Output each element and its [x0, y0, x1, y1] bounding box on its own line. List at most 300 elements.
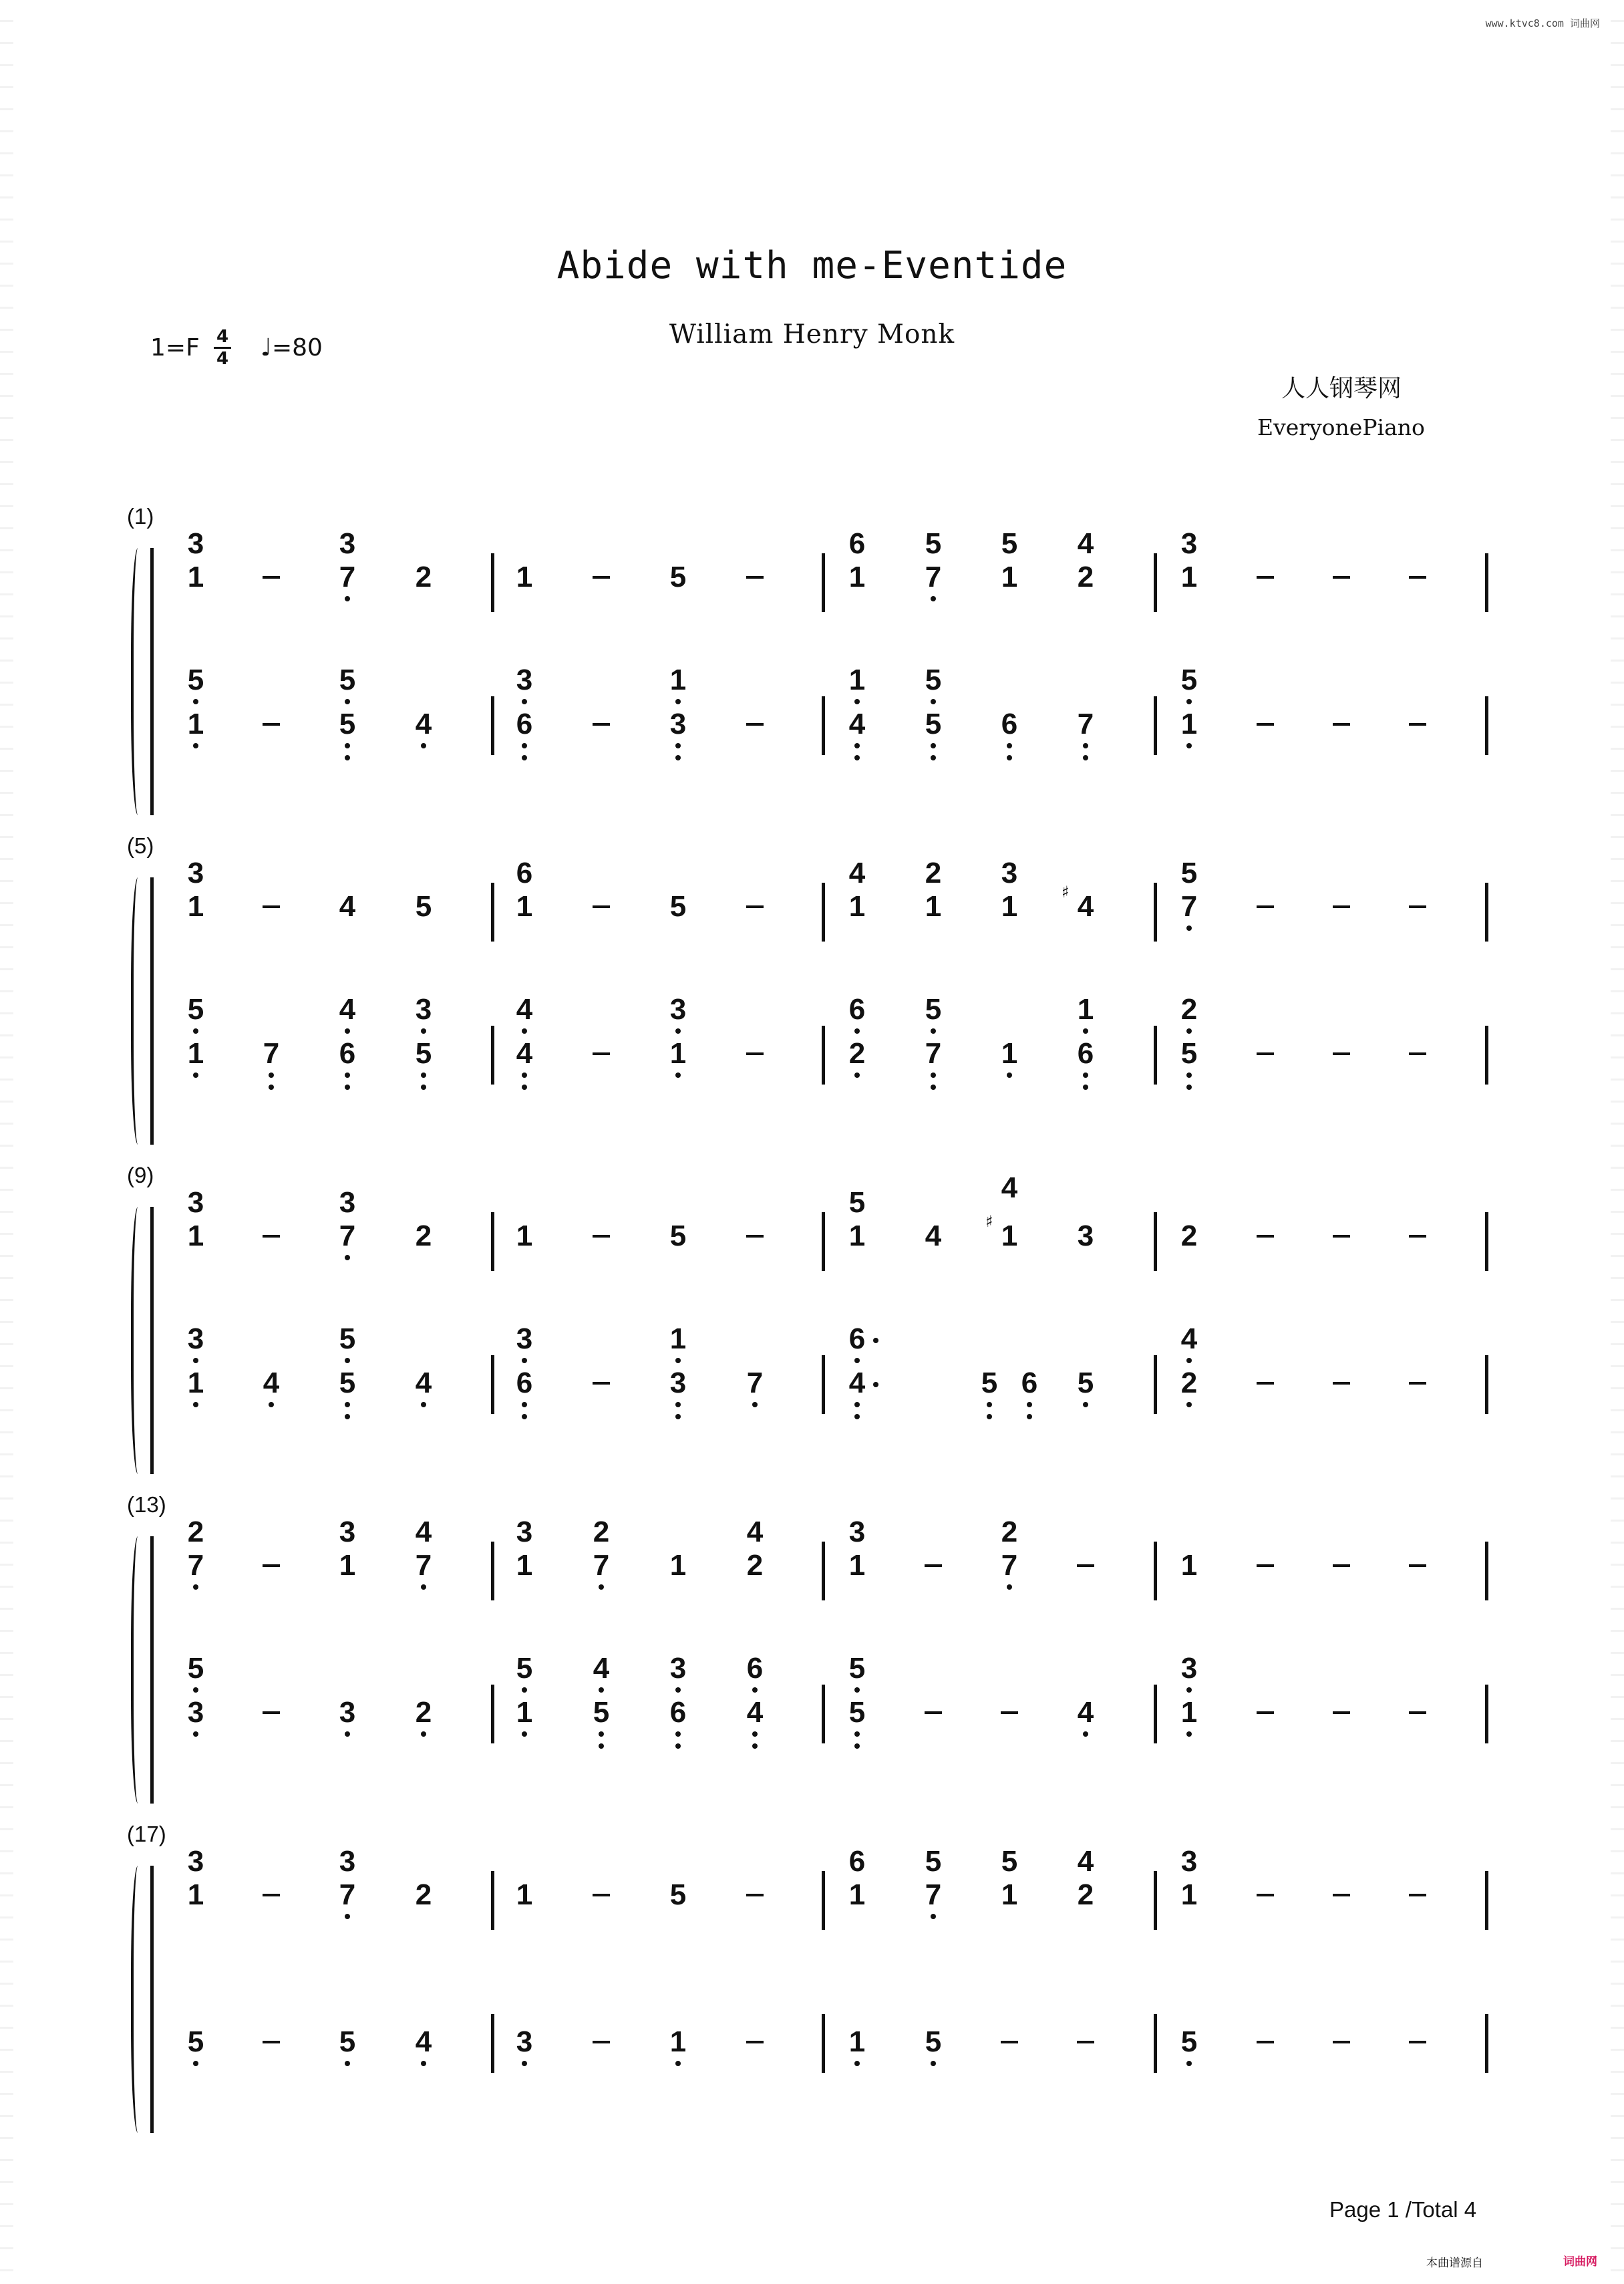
- sustain-dash: [593, 2041, 610, 2043]
- rh-note: 1: [1180, 561, 1198, 593]
- octave-dot-below: [522, 2061, 527, 2066]
- octave-dot-below: [675, 1358, 681, 1363]
- octave-dot-below: [931, 596, 936, 601]
- octave-dot-below: [345, 1255, 350, 1260]
- rh-note: 1: [187, 890, 204, 923]
- sharp-sign: ♯: [1062, 883, 1070, 901]
- sustain-dash: [746, 2041, 764, 2043]
- octave-dot-below: [1186, 1687, 1192, 1693]
- octave-dot-below: [1186, 1028, 1192, 1034]
- rh-note: 7: [415, 1549, 432, 1582]
- rh-upper-note: 2: [187, 1516, 204, 1548]
- rh-upper-note: 4: [415, 1516, 432, 1548]
- rh-note: 7: [339, 1878, 356, 1911]
- lh-note: 4: [263, 1367, 280, 1399]
- lh-note: 5: [593, 1696, 610, 1729]
- lh-note: 4: [516, 1037, 533, 1070]
- rh-note: 7: [187, 1549, 204, 1582]
- lh-upper-note: 5: [1180, 664, 1198, 696]
- octave-dot-below: [421, 1028, 426, 1034]
- sustain-dash: [1409, 1564, 1426, 1567]
- sustain-dash: [1409, 576, 1426, 579]
- sustain-dash: [746, 1052, 764, 1055]
- rh-upper-note: 3: [848, 1516, 866, 1548]
- barline-lh: [491, 1026, 494, 1085]
- lh-upper-note: 4: [593, 1652, 610, 1685]
- barline-rh: [1154, 883, 1157, 942]
- lh-note: 7: [746, 1367, 764, 1399]
- octave-dot-below: [522, 1358, 527, 1363]
- rh-upper-note: 4: [1077, 527, 1094, 560]
- barline-rh: [491, 553, 494, 612]
- measure-number: (5): [127, 833, 154, 858]
- barline-rh: [822, 553, 825, 612]
- rh-note: 1: [187, 561, 204, 593]
- octave-dot-below: [854, 743, 860, 748]
- rh-note: 2: [1180, 1220, 1198, 1252]
- rh-upper-note: 3: [1180, 527, 1198, 560]
- system-barline: [150, 1536, 154, 1804]
- lh-note: 5: [339, 708, 356, 740]
- lh-note: 5: [187, 2025, 204, 2058]
- tempo-marking: ♩=80: [261, 334, 323, 362]
- octave-dot-below: [675, 1687, 681, 1693]
- lh-note: 1: [187, 708, 204, 740]
- rh-note: 1: [516, 1549, 533, 1582]
- rh-note: 5: [669, 1220, 687, 1252]
- octave-dot-below: [931, 1028, 936, 1034]
- sustain-dash: [1333, 1052, 1350, 1055]
- rh-upper-note: 4: [848, 857, 866, 889]
- barline-rh: [822, 1542, 825, 1600]
- rh-note: 7: [1180, 890, 1198, 923]
- barline-rh: [1154, 1871, 1157, 1930]
- octave-dot-below: [345, 1414, 350, 1419]
- measure-number: (17): [127, 1822, 166, 1846]
- time-signature-bottom: 4: [216, 349, 229, 369]
- lh-note: 2: [415, 1696, 432, 1729]
- octave-dot-below: [193, 1584, 198, 1590]
- sustain-dash: [1409, 2041, 1426, 2043]
- lh-note: 6: [339, 1037, 356, 1070]
- sustain-dash: [1257, 905, 1274, 908]
- octave-dot-below: [1083, 1731, 1088, 1737]
- rh-upper-note: 5: [1001, 1845, 1018, 1878]
- sustain-dash: [1333, 576, 1350, 579]
- rh-note: 2: [415, 1220, 432, 1252]
- octave-dot-below: [675, 1743, 681, 1749]
- sustain-dash: [1409, 1052, 1426, 1055]
- octave-dot-below: [193, 1358, 198, 1363]
- octave-dot-below: [1007, 755, 1012, 760]
- lh-upper-note: 6: [848, 1322, 866, 1355]
- sustain-dash: [1333, 1235, 1350, 1238]
- octave-dot-below: [193, 699, 198, 704]
- lh-note: 5: [415, 1037, 432, 1070]
- lh-upper-note: 3: [516, 664, 533, 696]
- lh-note: 6: [1001, 708, 1018, 740]
- lh-upper-note: 3: [516, 1322, 533, 1355]
- lh-note: 4: [1077, 1696, 1094, 1729]
- sustain-dash: [925, 1564, 942, 1567]
- barline-rh: [1154, 1212, 1157, 1271]
- lh-note: 1: [187, 1037, 204, 1070]
- lh-upper-note: 6: [746, 1652, 764, 1685]
- rh-upper-note: 4: [1077, 1845, 1094, 1878]
- lh-note: 1: [669, 2025, 687, 2058]
- rh-note: 1: [516, 1878, 533, 1911]
- sustain-dash: [1001, 1711, 1018, 1714]
- lh-upper-note: 1: [669, 664, 687, 696]
- barline-rh: [1485, 1212, 1488, 1271]
- lh-upper-note: 3: [415, 993, 432, 1026]
- barline-lh: [1154, 1026, 1157, 1085]
- lh-upper-note: 3: [1180, 1652, 1198, 1685]
- rh-upper-note: 3: [339, 1186, 356, 1219]
- octave-dot-below: [675, 1028, 681, 1034]
- sustain-dash: [1409, 1711, 1426, 1714]
- octave-dot-below: [1186, 1358, 1192, 1363]
- system-barline: [150, 1866, 154, 2133]
- rh-upper-note: 3: [1180, 1845, 1198, 1878]
- score-title: Abide with me-Eventide: [556, 244, 1068, 287]
- rh-upper-note: 3: [187, 1845, 204, 1878]
- measure-number: (1): [127, 504, 154, 529]
- rh-upper-note: 3: [187, 527, 204, 560]
- rh-note: 5: [415, 890, 432, 923]
- barline-rh: [822, 1212, 825, 1271]
- page-indicator: Page 1 /Total 4: [1329, 2197, 1477, 2222]
- octave-dot-below: [1083, 1028, 1088, 1034]
- source-note: 本曲谱源自: [1426, 2257, 1483, 2270]
- sustain-dash: [1257, 723, 1274, 726]
- octave-dot-below: [599, 1687, 604, 1693]
- augmentation-dot: [873, 1382, 878, 1387]
- sustain-dash: [593, 905, 610, 908]
- sustain-dash: [1333, 905, 1350, 908]
- sustain-dash: [1257, 1052, 1274, 1055]
- sustain-dash: [746, 723, 764, 726]
- lh-note: 7: [1077, 708, 1094, 740]
- lh-note: 5: [925, 2025, 942, 2058]
- octave-dot-below: [931, 1073, 936, 1078]
- grand-staff-brace: [131, 1866, 148, 2133]
- rh-upper-note: 3: [339, 527, 356, 560]
- barline-rh: [491, 1542, 494, 1600]
- lh-note: 1: [516, 1696, 533, 1729]
- lh-note: 3: [187, 1696, 204, 1729]
- sustain-dash: [1257, 1564, 1274, 1567]
- rh-note: 7: [593, 1549, 610, 1582]
- rh-upper-note: 2: [1001, 1516, 1018, 1548]
- lh-note: 6: [516, 708, 533, 740]
- octave-dot-below: [1027, 1402, 1032, 1407]
- lh-upper-note: 1: [669, 1322, 687, 1355]
- sustain-dash: [1077, 1564, 1094, 1567]
- octave-dot-below: [1186, 1731, 1192, 1737]
- key-signature: 1=F: [150, 334, 200, 362]
- sustain-dash: [1333, 1564, 1350, 1567]
- octave-dot-below: [193, 2061, 198, 2066]
- octave-dot-below: [421, 1085, 426, 1090]
- lh-upper-note: 5: [925, 993, 942, 1026]
- octave-dot-below: [931, 2061, 936, 2066]
- rh-note: 2: [1077, 1878, 1094, 1911]
- grand-staff-brace: [131, 1207, 148, 1474]
- barline-lh: [1485, 1685, 1488, 1743]
- rh-note: 7: [925, 561, 942, 593]
- rh-note: 7: [339, 1220, 356, 1252]
- rh-upper-note: 5: [925, 1845, 942, 1878]
- barline-lh: [1154, 1685, 1157, 1743]
- rh-upper-note: 6: [848, 1845, 866, 1878]
- lh-note: 1: [669, 1037, 687, 1070]
- sustain-dash: [1409, 1382, 1426, 1385]
- sustain-dash: [746, 576, 764, 579]
- rh-note: 2: [415, 561, 432, 593]
- rh-upper-note: 5: [1001, 527, 1018, 560]
- octave-dot-below: [931, 743, 936, 748]
- rh-upper-note: 3: [187, 857, 204, 889]
- rh-upper-note: 5: [848, 1186, 866, 1219]
- barline-lh: [491, 696, 494, 755]
- barline-lh: [491, 2014, 494, 2073]
- octave-dot-below: [599, 1584, 604, 1590]
- rh-note: 1: [516, 561, 533, 593]
- barline-rh: [1485, 553, 1488, 612]
- rh-note: 1: [848, 1878, 866, 1911]
- lh-note: 4: [415, 708, 432, 740]
- octave-dot-below: [1027, 1414, 1032, 1419]
- rh-note: 1: [187, 1878, 204, 1911]
- octave-dot-below: [269, 1085, 274, 1090]
- octave-dot-below: [752, 1687, 758, 1693]
- barline-rh: [1485, 1542, 1488, 1600]
- lh-note: 5: [925, 708, 942, 740]
- rh-upper-note: 3: [187, 1186, 204, 1219]
- barline-rh: [491, 883, 494, 942]
- sustain-dash: [263, 2041, 280, 2043]
- lh-note: 4: [415, 2025, 432, 2058]
- octave-dot-below: [522, 1414, 527, 1419]
- octave-dot-below: [931, 1085, 936, 1090]
- octave-dot-below: [854, 1743, 860, 1749]
- composer: William Henry Monk: [669, 319, 955, 349]
- octave-dot-below: [193, 1402, 198, 1407]
- octave-dot-below: [854, 1028, 860, 1034]
- rh-note: 1: [669, 1549, 687, 1582]
- octave-dot-below: [1083, 1402, 1088, 1407]
- octave-dot-below: [421, 1402, 426, 1407]
- octave-dot-below: [854, 1687, 860, 1693]
- rh-note: 1: [848, 1549, 866, 1582]
- octave-dot-below: [345, 1028, 350, 1034]
- lh-note: 6: [516, 1367, 533, 1399]
- sustain-dash: [1333, 1711, 1350, 1714]
- system-barline: [150, 1207, 154, 1474]
- octave-dot-below: [599, 1731, 604, 1737]
- rh-upper-note: 6: [516, 857, 533, 889]
- sustain-dash: [593, 576, 610, 579]
- rh-note: 5: [669, 561, 687, 593]
- barline-rh: [1154, 553, 1157, 612]
- rh-upper-note: 2: [925, 857, 942, 889]
- site-url: www.ktvc8.com 词曲网: [1485, 17, 1600, 29]
- lh-note: 5: [1180, 1037, 1198, 1070]
- octave-dot-below: [193, 1731, 198, 1737]
- rh-note: 1: [187, 1220, 204, 1252]
- octave-dot-below: [1083, 743, 1088, 748]
- source-badge: 词曲网: [1563, 2255, 1597, 2269]
- octave-dot-below: [193, 743, 198, 748]
- octave-dot-below: [752, 1743, 758, 1749]
- rh-note: 1: [516, 1220, 533, 1252]
- barline-rh: [822, 1871, 825, 1930]
- octave-dot-below: [1186, 743, 1192, 748]
- lh-note: 3: [669, 1367, 687, 1399]
- octave-dot-below: [675, 1402, 681, 1407]
- octave-dot-below: [1083, 1085, 1088, 1090]
- barline-lh: [1485, 696, 1488, 755]
- rh-note: 3: [1077, 1220, 1094, 1252]
- barline-lh: [822, 1026, 825, 1085]
- octave-dot-below: [1186, 1402, 1192, 1407]
- octave-dot-below: [854, 755, 860, 760]
- rh-note: 4: [925, 1220, 942, 1252]
- lh-note: 5: [1180, 2025, 1198, 2058]
- sustain-dash: [263, 723, 280, 726]
- octave-dot-below: [345, 699, 350, 704]
- sustain-dash: [1257, 1235, 1274, 1238]
- sustain-dash: [746, 905, 764, 908]
- lh-note: 1: [1180, 708, 1198, 740]
- octave-dot-below: [931, 699, 936, 704]
- lh-note: 6: [1077, 1037, 1094, 1070]
- rh-note: 4: [339, 890, 356, 923]
- barline-lh: [822, 2014, 825, 2073]
- octave-dot-below: [1186, 699, 1192, 704]
- octave-dot-below: [1007, 743, 1012, 748]
- octave-dot-below: [522, 755, 527, 760]
- lh-upper-note: 6: [848, 993, 866, 1026]
- lh-upper-note: 4: [339, 993, 356, 1026]
- barline-lh: [1154, 2014, 1157, 2073]
- sustain-dash: [746, 1894, 764, 1896]
- lh-upper-note: 5: [925, 664, 942, 696]
- barline-lh: [491, 1685, 494, 1743]
- octave-dot-below: [345, 755, 350, 760]
- site-name-en: EveryonePiano: [1257, 414, 1425, 440]
- lh-upper-note: 3: [187, 1322, 204, 1355]
- sustain-dash: [263, 1564, 280, 1567]
- sustain-dash: [593, 1382, 610, 1385]
- sustain-dash: [1409, 1894, 1426, 1896]
- octave-dot-below: [1083, 1073, 1088, 1078]
- octave-dot-below: [854, 1731, 860, 1737]
- octave-dot-below: [522, 1731, 527, 1737]
- sustain-dash: [1257, 2041, 1274, 2043]
- rh-note: 1: [1001, 890, 1018, 923]
- lh-upper-note: 4: [1180, 1322, 1198, 1355]
- octave-dot-below: [345, 2061, 350, 2066]
- octave-dot-below: [675, 1731, 681, 1737]
- rh-upper-note: 5: [1180, 857, 1198, 889]
- sustain-dash: [263, 576, 280, 579]
- octave-dot-below: [1007, 1073, 1012, 1078]
- octave-dot-below: [522, 1085, 527, 1090]
- barline-rh: [822, 883, 825, 942]
- octave-dot-below: [675, 755, 681, 760]
- lh-upper-note: 1: [1077, 993, 1094, 1026]
- lh-upper-note: 4: [516, 993, 533, 1026]
- augmentation-dot: [873, 1338, 878, 1343]
- lh-upper-note: 2: [1180, 993, 1198, 1026]
- lh-note: 3: [516, 2025, 533, 2058]
- barline-lh: [1485, 1026, 1488, 1085]
- lh-note: 5: [848, 1696, 866, 1729]
- time-signature-top: 4: [216, 327, 229, 347]
- octave-dot-below: [854, 1073, 860, 1078]
- rh-note: 1: [1180, 1549, 1198, 1582]
- rh-note: 5: [669, 1878, 687, 1911]
- octave-dot-below: [675, 2061, 681, 2066]
- octave-dot-below: [522, 1402, 527, 1407]
- grand-staff-brace: [131, 877, 148, 1145]
- lh-note: 1: [1180, 1696, 1198, 1729]
- lh-upper-note: 5: [848, 1652, 866, 1685]
- barline-rh: [491, 1871, 494, 1930]
- octave-dot-below: [193, 1073, 198, 1078]
- octave-dot-below: [1007, 1584, 1012, 1590]
- sustain-dash: [1257, 1711, 1274, 1714]
- sustain-dash: [1409, 723, 1426, 726]
- octave-dot-below: [269, 1073, 274, 1078]
- octave-dot-below: [675, 699, 681, 704]
- lh-note: 6: [1021, 1367, 1038, 1399]
- octave-dot-below: [522, 1687, 527, 1693]
- rh-note: 1: [848, 890, 866, 923]
- grand-staff-brace: [131, 1536, 148, 1804]
- octave-dot-below: [854, 1358, 860, 1363]
- lh-note: 3: [339, 1696, 356, 1729]
- rh-upper-note: 5: [925, 527, 942, 560]
- lh-note: 2: [848, 1037, 866, 1070]
- lh-note: 7: [925, 1037, 942, 1070]
- octave-dot-below: [752, 1731, 758, 1737]
- measure-number: (9): [127, 1163, 154, 1187]
- sustain-dash: [1333, 723, 1350, 726]
- rh-note: 4: [1077, 890, 1094, 923]
- sustain-dash: [593, 1235, 610, 1238]
- lh-note: 4: [848, 1367, 866, 1399]
- lh-upper-note: 5: [339, 1322, 356, 1355]
- lh-note: 1: [1001, 1037, 1018, 1070]
- rh-upper-note: 4: [746, 1516, 764, 1548]
- lh-note: 4: [848, 708, 866, 740]
- rh-upper-note: 3: [1001, 857, 1018, 889]
- octave-dot-below: [421, 2061, 426, 2066]
- octave-dot-below: [599, 1743, 604, 1749]
- lh-upper-note: 1: [848, 664, 866, 696]
- lh-note: 6: [669, 1696, 687, 1729]
- sustain-dash: [1077, 2041, 1094, 2043]
- octave-dot-below: [345, 1073, 350, 1078]
- octave-dot-below: [1186, 2061, 1192, 2066]
- barline-rh: [1485, 883, 1488, 942]
- octave-dot-below: [1186, 1073, 1192, 1078]
- barline-lh: [491, 1355, 494, 1414]
- rh-note: 2: [746, 1549, 764, 1582]
